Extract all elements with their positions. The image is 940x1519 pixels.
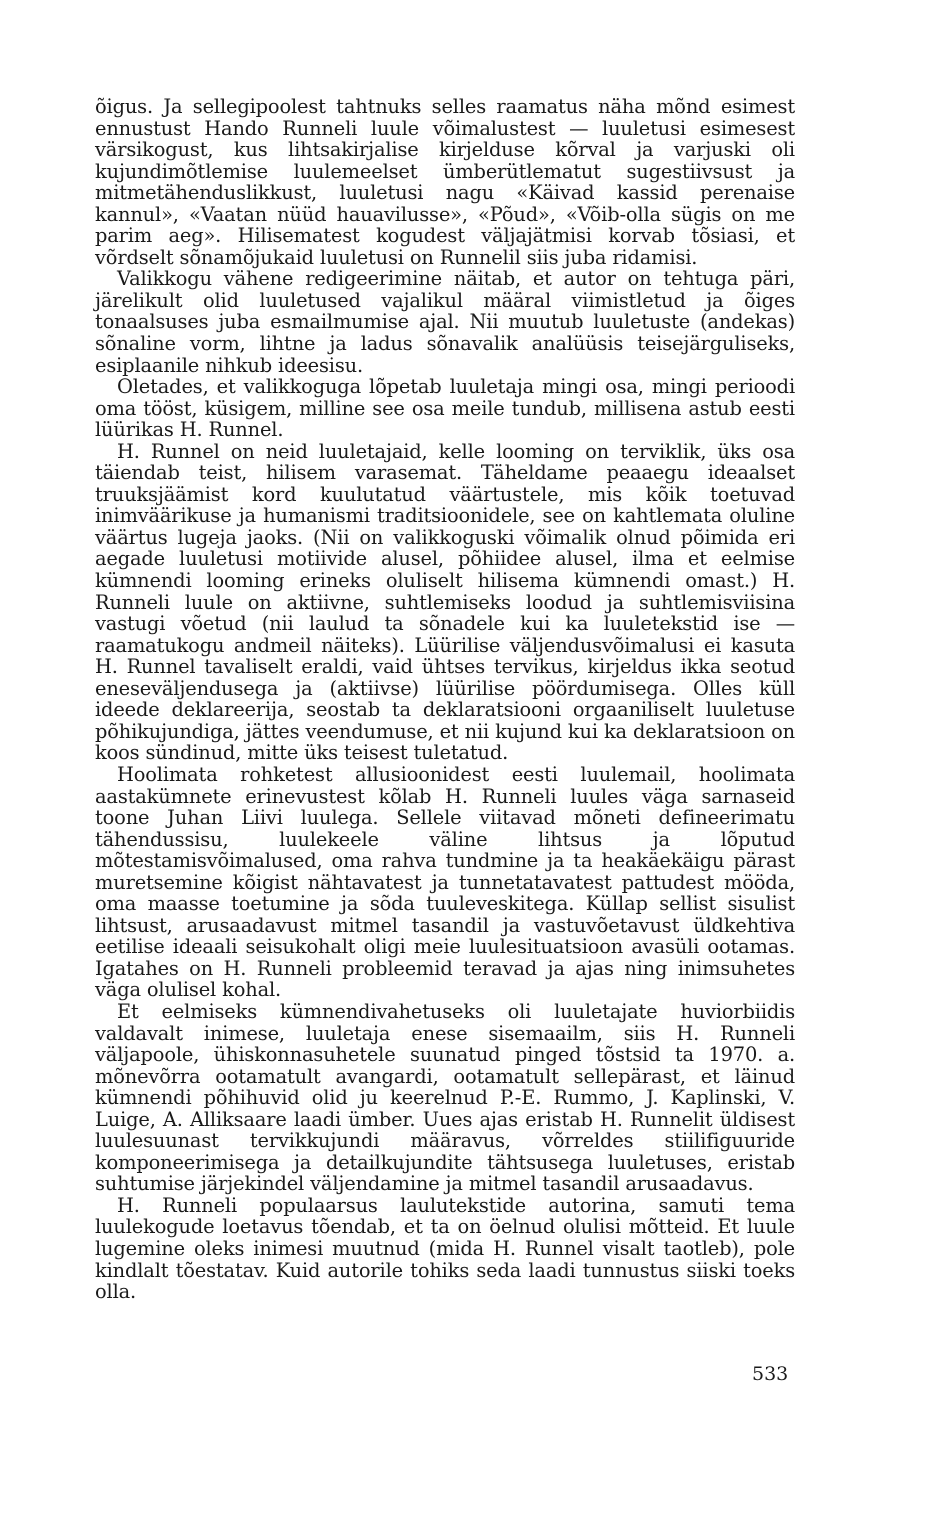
paragraph-5: Hoolimata rohketest allusioonidest eesti luulemail, hoolimata aastakümnete erinevustest kõlab H. Runneli luules väga sarnaseid toone Juhan Liivi luulega. Sellele viitavad mõneti defineerimatu tähendussisu, luulekeele väline lihtsus ja lõputud mõtestamisvõimalused, oma rahva tundmine ja ta heakäekäigu pärast muretsemine kõigist nähtavatest ja tunnetatavatest pattudest mööda, oma maasse toetumine ja sõda tuuleveskitega. Küllap sellist sisulist lihtsust, arusaadavust mitmel tasandil ja vastuvõetavust üldkehtiva eetilise ideaali seisukohalt oligi meie luulesituatsioon avasüli ootamas. Igatahes on H. Runneli probleemid teravad ja ajas ning inimsuhetes väga olulisel kohal. (95, 762, 795, 1002)
page-number: 533 (752, 1363, 789, 1385)
paragraph-4: H. Runnel on neid luuletajaid, kelle looming on terviklik, üks osa täiendab teist, hilisem varasemat. Täheldame peaaegu ideaalset truuksjäämist kord kuulutatud väärtustele, mis kõik toetuvad inimväärikuse ja humanismi traditsioonidele, see on kahtlemata oluline väärtus lugeja jaoks. (Nii on valikkoguski võimalik olnud põimida eri aegade luuletusi motiivide alusel, põhiidee alusel, ilma et eelmise kümnendi looming erineks oluliselt hilisema kümnendi omast.) H. Runneli luule on aktiivne, suhtlemiseks loodud ja suhtlemisviisina vastugi võetud (nii laulud ta sõnadele kui ka luuletekstid ise — raamatukogu andmeil näiteks). Lüürilise väljendusvõimalusi ei kasuta H. Runnel tavaliselt eraldi, vaid ühtses tervikus, kirjeldus ikka seotud eneseväljendusega ja (aktiivse) lüürilise pöördumisega. Olles küll ideede deklareerija, seostab ta deklaratsiooni orgaaniliselt luuletuse põhikujundiga, jättes veendumuse, et nii kujund kui ka deklaratsioon on koos sündinud, mitte üks teisest tuletatud. (95, 439, 795, 765)
body-text (95, 96, 795, 1303)
paragraph-1: õigus. Ja sellegipoolest tahtnuks selles raamatus näha mõnd esimest ennustust Hando Runneli luule võimalustest — luuletusi esimesest värsikogust, kus lihtsakirjalise kirjelduse kõrval ja varjuski oli kujundimõtlemise luulemeelset ümberütlematut sugestiivsust ja mitmetähenduslikkust, luuletusi nagu «Käivad kassid perenaise kannul», «Vaatan nüüd hauavilusse», «Põud», «Võib-olla sügis on me parim aeg». Hilisematest kogudest väljajätmisi korvab tõsiasi, et võrdselt sõnamõjukaid luuletusi on Runnelil siis juba ridamisi. (95, 95, 795, 269)
paragraph-7: H. Runneli populaarsus laulutekstide autorina, samuti tema luulekogude loetavus tõendab, et ta on öelnud olulisi mõtteid. Et luule lugemine oleks inimesi muutnud (mida H. Runnel visalt taotleb), pole kindlalt tõestatav. Kuid autorile tohiks seda laadi tunnustus siiski toeks olla. (95, 1193, 795, 1304)
paragraph-2: Valikkogu vähene redigeerimine näitab, et autor on tehtuga päri, järelikult olid luuletused vajalikul määral viimistletud ja õiges tonaalsuses juba esmailmumise ajal. Nii muutub luuletuste (andekas) sõnaline vorm, lihtne ja ladus sõnavalik analüüsis teisejärguliseks, esiplaanile nihkub ideesisu. (95, 267, 795, 377)
paragraph-6: Et eelmiseks kümnendivahetuseks oli luuletajate huviorbiidis valdavalt inimese, luuletaja enese sisemaailm, siis H. Runneli väljapoole, ühiskonnasuhetele suunatud pinged tõstsid ta 1970. a. mõnevõrra ootamatult avangardi, ootamatult sellepärast, et läinud kümnendi põhihuvid olid ju keerelnud P.-E. Rummo, J. Kaplinski, V. Luige, A. Alliksaare laadi ümber. Uues ajas eristab H. Runnelit üldisest luulesuunast tervikkujundi määravus, võrreldes stiilifiguuride komponeerimisega ja detailkujundite tähtsusega luuletuses, eristab suhtumise järjekindel väljendamine ja mitmel tasandil arusaadavus. (95, 999, 795, 1196)
paragraph-3: Oletades, et valikkoguga lõpetab luuletaja mingi osa, mingi perioodi oma tööst, küsigem, milline see osa meile tundub, millisena astub eesti lüürikas H. Runnel. (95, 375, 795, 442)
